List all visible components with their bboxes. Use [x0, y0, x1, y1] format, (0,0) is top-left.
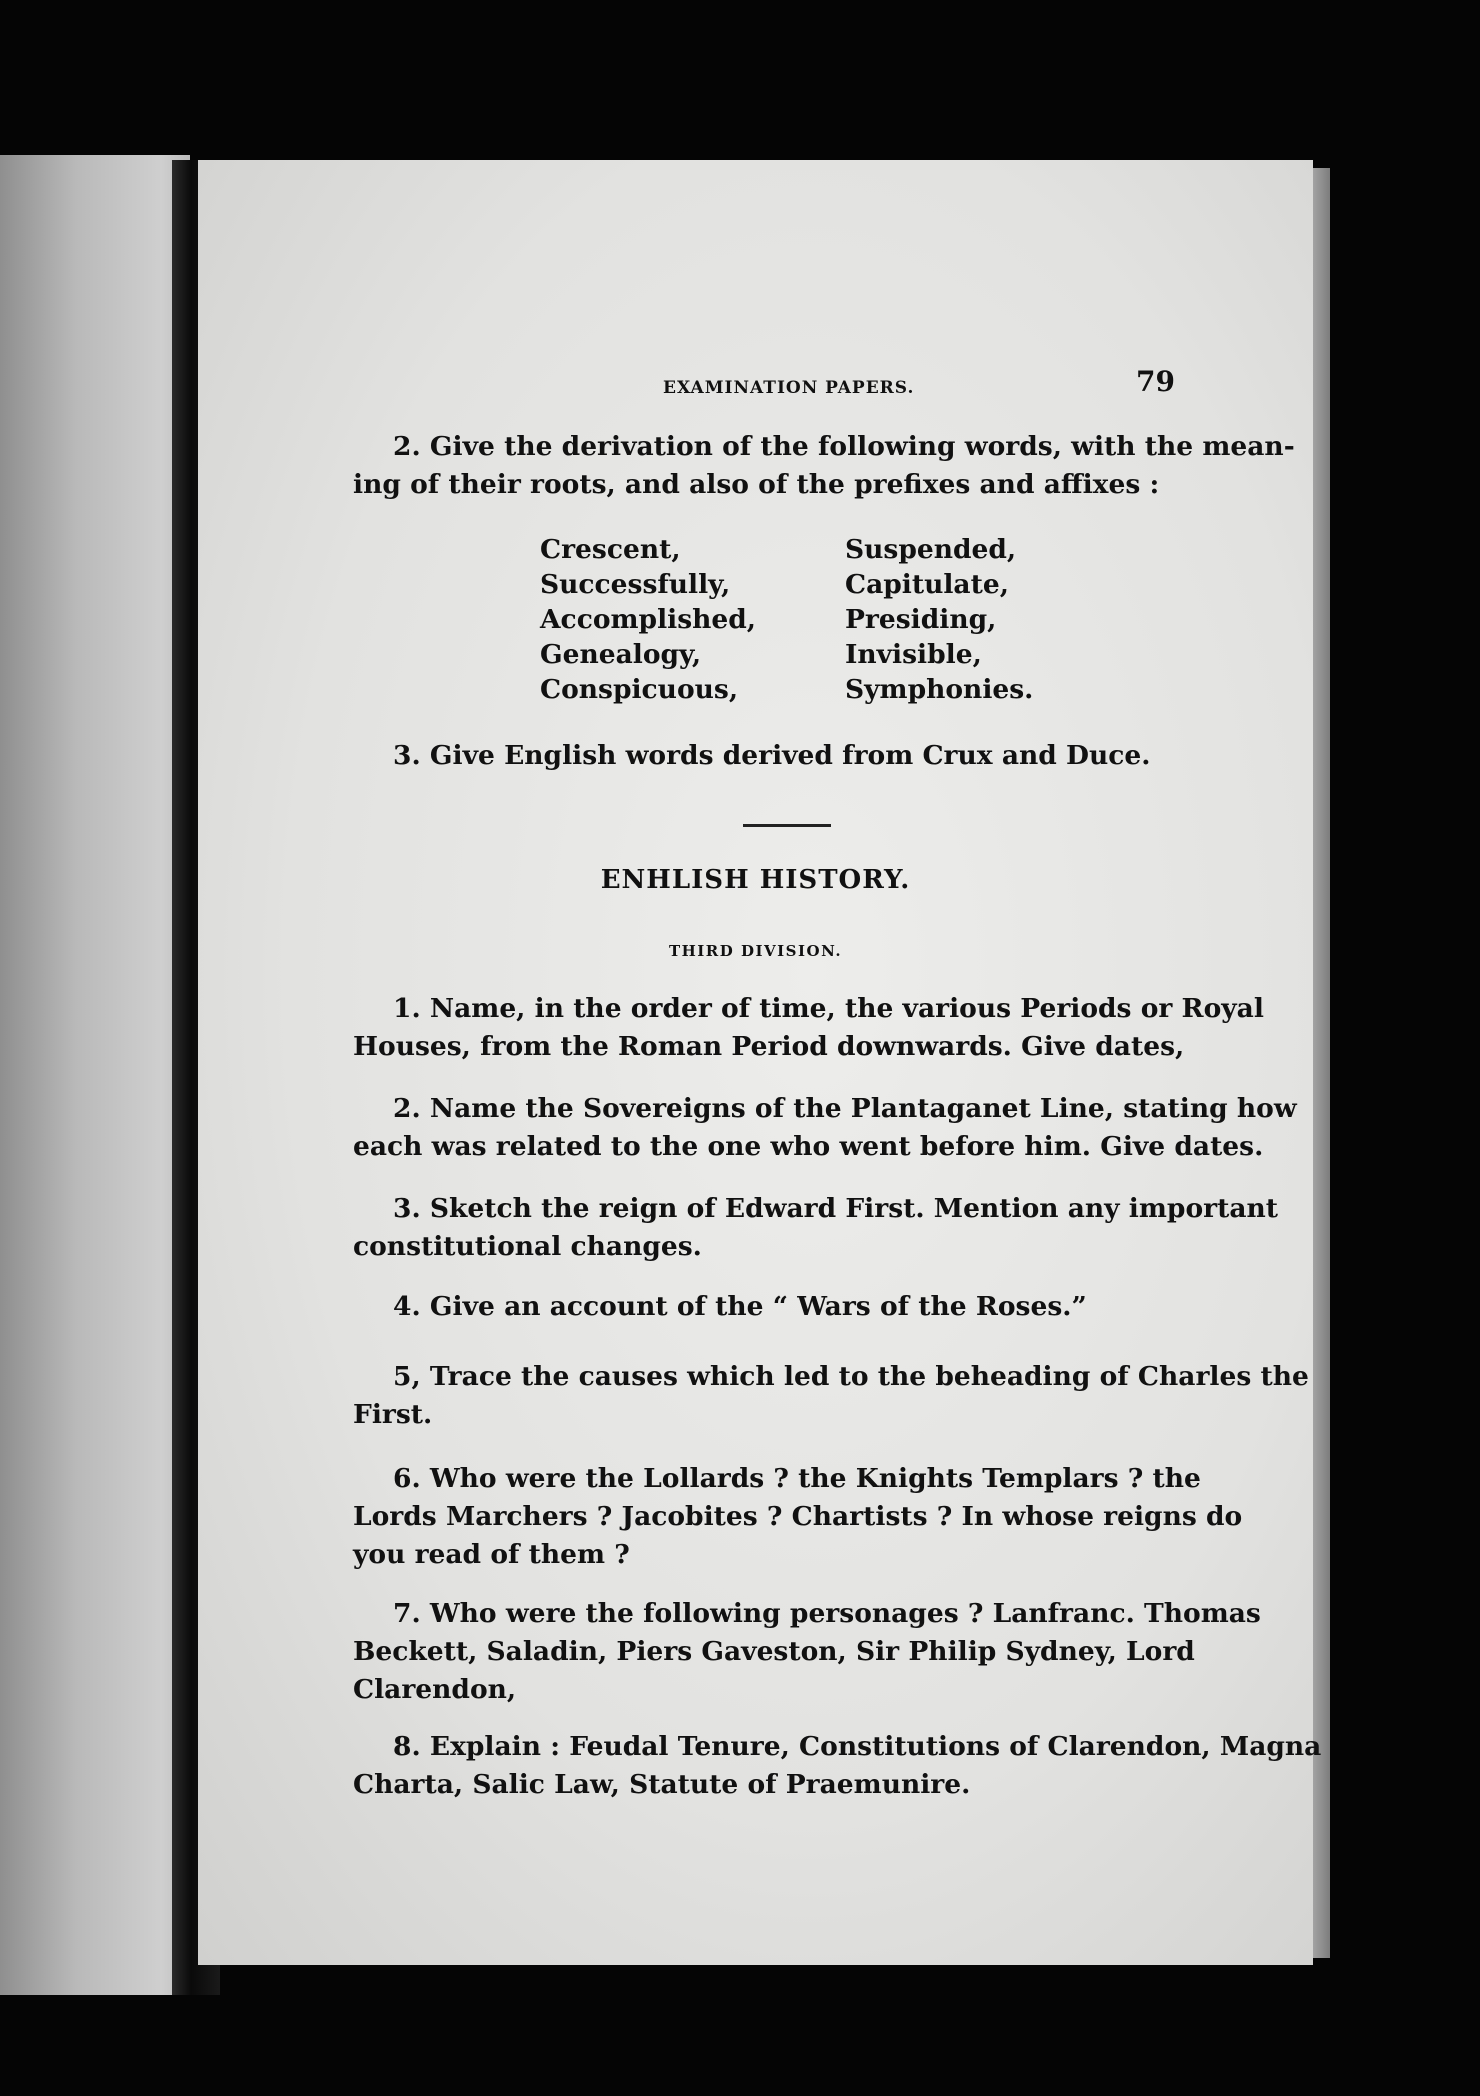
text-line: 5, Trace the causes which led to the beheading of Charles the: [393, 1361, 1309, 1392]
text-line: 7. Who were the following personages ? Lanfranc. Thomas: [393, 1598, 1261, 1629]
history-question-1: [353, 990, 1368, 1066]
history-question-8: [353, 1728, 1368, 1804]
text-line: you read of them ?: [353, 1539, 630, 1570]
text-line: Houses, from the Roman Period downwards. Give dates,: [353, 1031, 1185, 1062]
word-right-5: Symphonies.: [845, 674, 1034, 705]
word-left-2: Successfully,: [540, 569, 731, 600]
text-line: 2. Name the Sovereigns of the Plantaganet Line, stating how: [393, 1093, 1297, 1124]
history-question-2: [353, 1090, 1368, 1166]
text-line: 8. Explain : Feudal Tenure, Constitutions of Clarendon, Magna: [393, 1731, 1322, 1762]
question-3-crux-duce: [393, 737, 1368, 775]
word-right-3: Presiding,: [845, 604, 997, 635]
text-line: ing of their roots, and also of the prefixes and affixes :: [353, 469, 1160, 500]
book-page: [198, 160, 1322, 1965]
section-title: ENHLISH HISTORY.: [600, 865, 911, 895]
text-line: Charta, Salic Law, Statute of Praemunire.: [353, 1769, 971, 1800]
word-left-1: Crescent,: [540, 534, 681, 565]
text-line: Lords Marchers ? Jacobites ? Chartists ? In whose reigns do: [353, 1501, 1243, 1532]
text-line: 2. Give the derivation of the following words, with the mean-: [393, 431, 1295, 462]
subsection-title: THIRD DIVISION.: [668, 942, 843, 960]
word-left-3: Accomplished,: [540, 604, 757, 635]
question-2-derivation: [353, 428, 1368, 504]
history-question-4: [393, 1288, 1368, 1326]
word-left-4: Genealogy,: [540, 639, 702, 670]
text-line: 3. Give English words derived from Crux and Duce.: [393, 740, 1151, 771]
text-line: 1. Name, in the order of time, the various Periods or Royal: [393, 993, 1264, 1024]
word-right-4: Invisible,: [845, 639, 982, 670]
text-line: 3. Sketch the reign of Edward First. Mention any important: [393, 1193, 1278, 1224]
word-right-2: Capitulate,: [845, 569, 1009, 600]
text-line: Clarendon,: [353, 1674, 517, 1705]
text-line: 6. Who were the Lollards ? the Knights Templars ? the: [393, 1463, 1201, 1494]
word-right-1: Suspended,: [845, 534, 1017, 565]
history-question-3: [353, 1190, 1368, 1266]
text-line: Beckett, Saladin, Piers Gaveston, Sir Philip Sydney, Lord: [353, 1636, 1195, 1667]
text-line: constitutional changes.: [353, 1231, 702, 1262]
section-divider: [743, 824, 831, 827]
history-question-7: [353, 1595, 1368, 1709]
page-number: 79: [1136, 365, 1175, 398]
text-line: each was related to the one who went before him. Give dates.: [353, 1131, 1264, 1162]
text-line: First.: [353, 1399, 433, 1430]
history-question-6: [353, 1460, 1368, 1574]
running-head: EXAMINATION PAPERS.: [663, 378, 915, 398]
history-question-5: [353, 1358, 1368, 1434]
facing-page-edge: [0, 155, 190, 1995]
text-line: 4. Give an account of the “ Wars of the Roses.”: [393, 1291, 1087, 1322]
word-left-5: Conspicuous,: [540, 674, 739, 705]
